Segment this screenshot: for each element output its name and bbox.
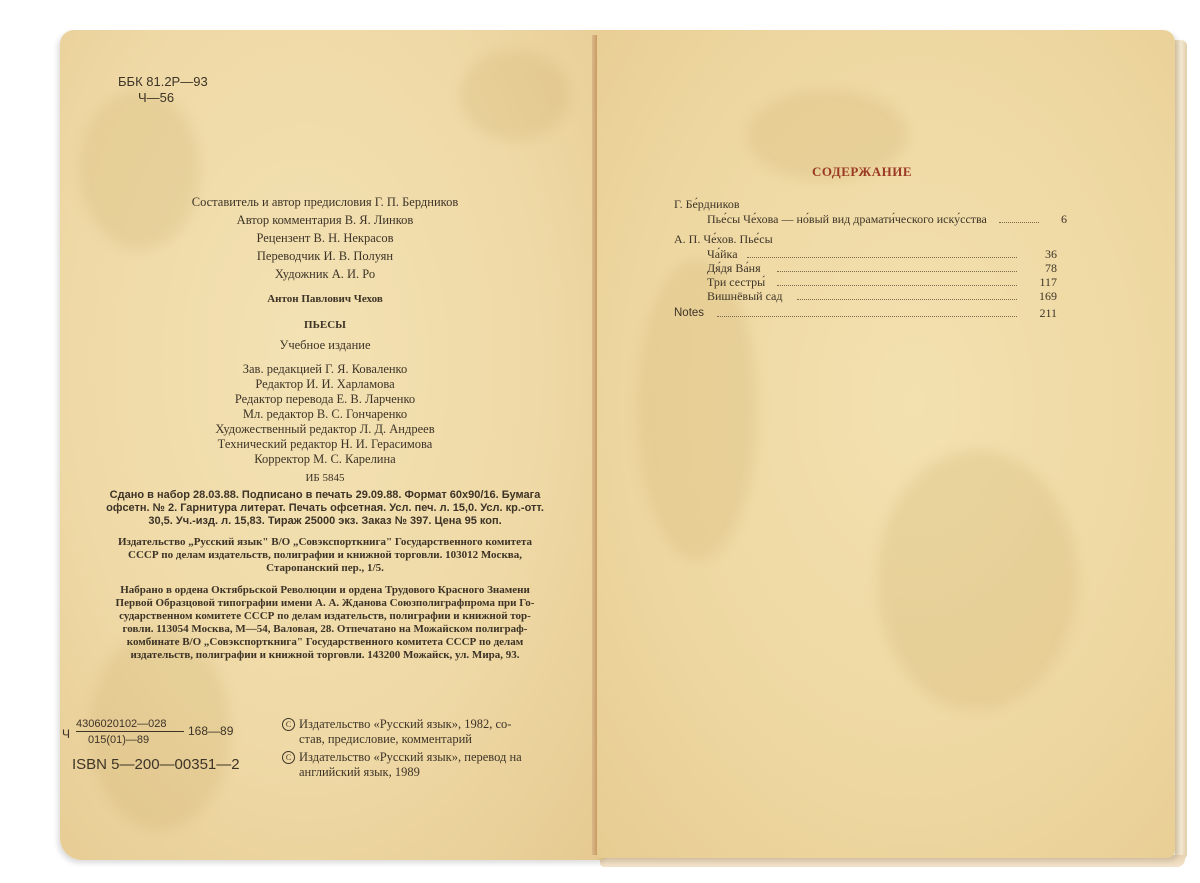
ib-number: ИБ 5845 [305,472,345,484]
left-page [60,30,605,860]
editor-line: Редактор перевода Е. В. Ларченко [234,392,416,406]
contents-heading: СОДЕРЖАНИЕ [811,164,913,179]
printer-line: издательств, полиграфии и книжной торговли. 143200 Можайск, ул. Мира, 93. [130,649,520,661]
toc-entry-page: 117 [1039,275,1057,289]
editor-line: Технический редактор Н. И. Герасимова [217,437,433,451]
copyright-line: Издательство «Русский язык», перевод на [299,750,522,764]
editor-line: Мл. редактор В. С. Гончаренко [242,407,408,421]
publisher-line: Издательство „Русский язык" В/О „Совэкспорткнига" Государственного комитета [117,536,533,548]
copyright-icon: C [282,718,295,731]
toc-entry-title: Пье́сы Че́хова — но́вый вид драмати́ческого иску́сства [707,212,987,226]
toc-entry-title: Ча́йка [707,247,738,261]
author-name: Антон Павлович Чехов [267,293,383,305]
copyright-line: став, предисловие, комментарий [299,732,472,746]
printer-line: комбинате В/О „Совэкспорткнига" Государственного комитета СССР по делам [126,636,524,648]
print-info-line: 30,5. Уч.-изд. л. 15,83. Тираж 25000 экз. Заказ № 397. Цена 95 коп. [148,515,502,527]
catalog-code-fraction-bar [76,731,184,732]
printer-line: Первой Образцовой типографии имени А. А. Жданова Союзполиграфпрома при Го- [115,597,535,609]
right-page [597,30,1175,858]
toc-entry-page: 211 [1039,306,1057,320]
catalog-code-numerator: 4306020102—028 [76,718,167,730]
catalog-code-suffix: 168—89 [188,724,234,738]
print-info-line: Сдано в набор 28.03.88. Подписано в печать 29.09.88. Формат 60х90/16. Бумага [109,489,541,501]
publisher-line: Старопанский пер., 1/5. [266,562,384,574]
toc-entry-page: 169 [1039,289,1057,303]
page-block-edge-right [1175,40,1187,860]
catalog-code-letter: Ч [62,727,70,741]
classification-code-2: Ч—56 [138,90,175,105]
credit-line: Переводчик И. В. Полуян [256,249,394,263]
printer-line: сударственном комитете СССР по делам издательств, полиграфии и книжной тор- [119,610,531,622]
toc-entry-page: 78 [1045,261,1057,275]
toc-section-author: Г. Бе́рдников [674,197,740,211]
copyright-line: Издательство «Русский язык», 1982, со- [299,717,512,731]
toc-entry-title: Дя́дя Ва́ня [707,261,761,275]
toc-entry-title: Вишнёвый сад [707,289,783,303]
toc-section-author: А. П. Че́хов. Пье́сы [674,232,773,246]
editor-line: Зав. редакцией Г. Я. Коваленко [242,362,408,376]
copyright-line: английский язык, 1989 [299,765,420,779]
isbn: ISBN 5—200—00351—2 [72,756,240,773]
credit-line: Автор комментария В. Я. Линков [236,213,414,227]
editor-line: Редактор И. И. Харламова [255,377,395,391]
copyright-icon: C [282,751,295,764]
credit-line: Рецензент В. Н. Некрасов [256,231,394,245]
credit-line: Составитель и автор предисловия Г. П. Бердников [191,195,459,209]
editor-line: Корректор М. С. Карелина [254,452,396,466]
editor-line: Художественный редактор Л. Д. Андреев [215,422,435,436]
print-info-line: офсетн. № 2. Гарнитура литерат. Печать офсетная. Усл. печ. л. 15,0. Усл. кр.-отт. [106,502,544,514]
credit-line: Художник А. И. Ро [274,267,376,281]
classification-code-1: ББК 81.2Р—93 [118,74,208,89]
toc-entry-title: Notes [674,307,705,319]
book-title: ПЬЕСЫ [304,319,346,331]
publisher-line: СССР по делам издательств, полиграфии и книжной торговли. 103012 Москва, [128,549,522,561]
book-subtitle: Учебное издание [279,338,371,352]
toc-entry-title: Три сестры́ [707,275,766,289]
toc-entry-page: 36 [1045,247,1057,261]
catalog-code-denominator: 015(01)—89 [88,734,150,746]
printer-line: Набрано в ордена Октябрьской Революции и ордена Трудового Красного Знамени [120,584,530,596]
printer-line: говли. 113054 Москва, М—54, Валовая, 28. Отпечатано на Можайском полиграф- [122,623,528,635]
toc-entry-page: 6 [1061,212,1067,226]
